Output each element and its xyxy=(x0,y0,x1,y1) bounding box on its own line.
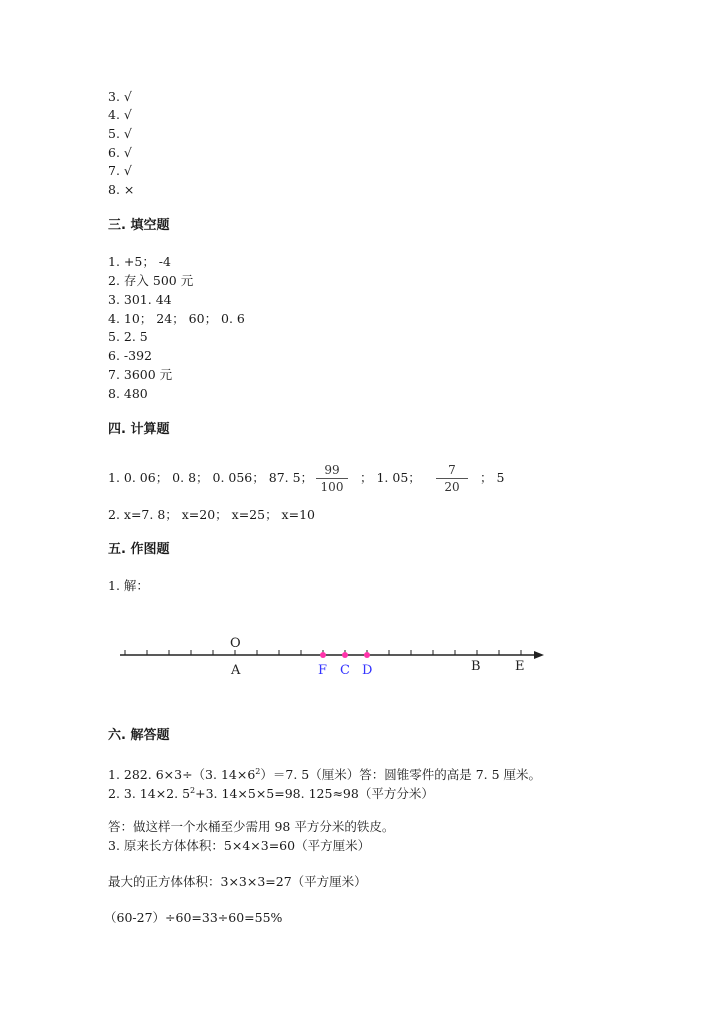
answer-text: 1. 282. 6×3÷（3. 14×6 xyxy=(108,767,256,783)
answer-line: 答：做这样一个水桶至少需用 98 平方分米的铁皮。 xyxy=(108,819,395,834)
answer-item: 7. 3600 元 xyxy=(108,367,173,382)
fraction-denominator: 20 xyxy=(444,480,460,494)
fraction-numerator: 7 xyxy=(448,463,456,477)
section-heading: 六. 解答题 xyxy=(108,728,170,743)
answer-item: 4. √ xyxy=(108,107,132,122)
label-f: F xyxy=(318,663,328,678)
calc-answer-mid: ； 1. 05； xyxy=(360,470,421,485)
calc-answer-suffix: ； 5 xyxy=(480,470,505,485)
label-e: E xyxy=(515,659,525,674)
answer-item: 5. √ xyxy=(108,126,132,141)
answer-line xyxy=(108,783,434,802)
calc-answer-line: 1. 0. 06； 0. 8； 0. 056； 87. 5； xyxy=(108,470,314,485)
answer-item: 7. √ xyxy=(108,163,132,178)
answer-text: 2. 3. 14×2. 5 xyxy=(108,786,191,802)
section-heading: 四. 计算题 xyxy=(108,422,170,437)
point-f-marker xyxy=(320,652,326,658)
superscript: 2 xyxy=(190,786,196,795)
answer-item: 5. 2. 5 xyxy=(108,329,148,344)
answer-item: 4. 10； 24； 60； 0. 6 xyxy=(108,311,245,326)
answer-line: 最大的正方体体积：3×3×3=27（平方厘米） xyxy=(108,874,367,889)
point-d-marker xyxy=(364,652,370,658)
answer-item: 3. 301. 44 xyxy=(108,292,172,307)
fraction-denominator: 100 xyxy=(320,480,344,494)
section-heading: 三. 填空题 xyxy=(108,218,170,233)
fraction-bar xyxy=(436,478,468,479)
answer-item: 2. 存入 500 元 xyxy=(108,273,194,288)
label-o: O xyxy=(230,636,241,651)
fraction-bar xyxy=(316,478,348,479)
answer-text: ）＝7. 5（厘米）答：圆锥零件的高是 7. 5 厘米。 xyxy=(260,767,542,783)
answer-text: +3. 14×5×5=98. 125≈98（平方分米） xyxy=(195,786,434,802)
point-c-marker xyxy=(342,652,348,658)
answer-item: 3. √ xyxy=(108,89,132,104)
label-c: C xyxy=(340,663,350,678)
superscript: 2 xyxy=(255,767,261,776)
answer-item: 1. +5； -4 xyxy=(108,254,171,269)
fraction-7-20 xyxy=(432,463,472,494)
label-d: D xyxy=(362,663,373,678)
answer-item: 8. × xyxy=(108,182,135,197)
number-line-diagram xyxy=(0,628,720,688)
answer-item: 6. -392 xyxy=(108,348,152,363)
label-a: A xyxy=(231,663,241,678)
answer-item: 6. √ xyxy=(108,145,132,160)
answer-line xyxy=(108,764,541,783)
answer-line: （60-27）÷60=33÷60=55% xyxy=(104,910,283,925)
answer-line: 3. 原来长方体体积：5×4×3=60（平方厘米） xyxy=(108,838,371,853)
fraction-99-100 xyxy=(312,463,352,494)
arrow-head-icon xyxy=(534,651,544,659)
label-b: B xyxy=(471,659,481,674)
fraction-numerator: 99 xyxy=(324,463,340,477)
calc-answer-line: 2. x=7. 8； x=20； x=25； x=10 xyxy=(108,507,315,522)
section-heading: 五. 作图题 xyxy=(108,542,170,557)
answer-item: 8. 480 xyxy=(108,386,148,401)
answer-item: 1. 解： xyxy=(108,578,149,593)
